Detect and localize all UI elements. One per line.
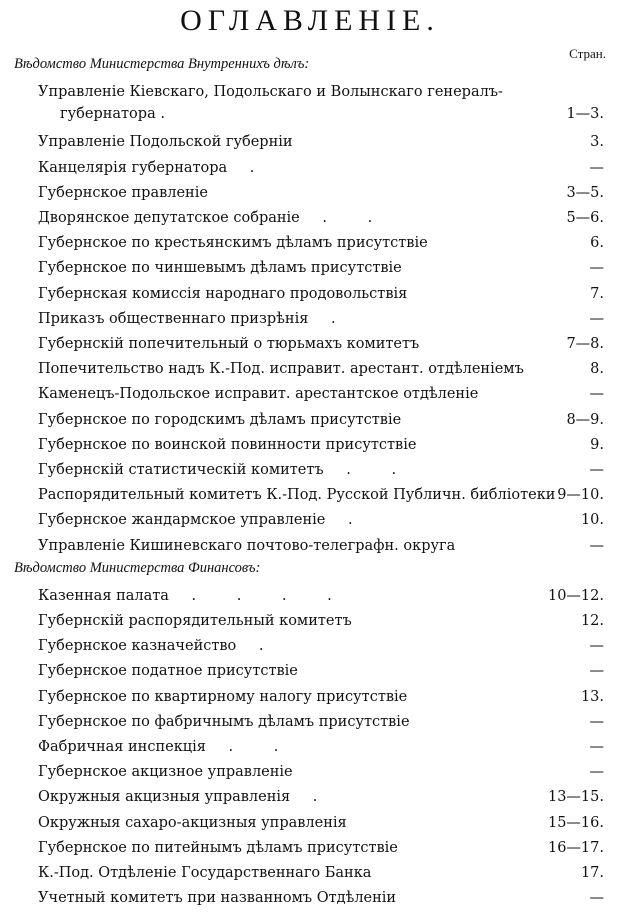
page-number: — (589, 890, 604, 907)
entry-title: Губернское правленіе (38, 184, 208, 201)
entry-title: Губернская комиссія народнаго продовольствія (38, 285, 408, 302)
page-number: 8. (590, 361, 604, 378)
toc-entry (38, 736, 604, 758)
entry-title-continued: губернатора . (60, 106, 165, 122)
entry-title: Дворянское депутатское собраніе . . (38, 210, 391, 226)
entry-title: Губернское казначейство . (38, 638, 282, 655)
page-number: — (589, 739, 604, 755)
page-number: 5—6. (566, 210, 604, 226)
entry-title: Губернскій статистическій комитетъ . . (38, 462, 415, 478)
toc-entry (38, 434, 604, 456)
toc-entry (38, 887, 604, 909)
toc-entry (38, 660, 604, 682)
page-number: 13. (580, 688, 604, 705)
toc-entry (38, 283, 604, 305)
toc-entry (38, 81, 604, 125)
toc-entry (38, 812, 604, 834)
entry-title: Фабричная инспекція . . (38, 739, 297, 755)
page-number: — (589, 462, 604, 478)
leader-dots: . (227, 159, 273, 176)
toc-entry (38, 484, 604, 506)
leader-dots: . . (323, 462, 415, 478)
page-number: 15—16. (547, 814, 604, 831)
page-number: 7. (590, 285, 604, 302)
entry-title: Губернское по городскимъ дѣламъ присутствіе (38, 411, 402, 428)
entry-title: Учетный комитетъ при названномъ Отдѣленіи (38, 890, 397, 907)
entry-title: Распорядительный комитетъ К.-Под. Русской Публичн. библіотеки (38, 487, 556, 504)
toc-entry (38, 837, 604, 859)
page-number: 8—9. (566, 411, 604, 428)
entry-title: Губернское по питейнымъ дѣламъ присутствіе (38, 839, 398, 856)
toc-entry (38, 232, 604, 254)
page-number: 13—15. (547, 789, 604, 806)
toc-entry (38, 157, 604, 179)
entry-title: Губернское по квартирному налогу присутствіе (38, 688, 408, 705)
page-number: — (589, 537, 604, 554)
toc-entry (38, 182, 604, 204)
toc-entry (38, 409, 604, 431)
page-number: 3—5. (566, 184, 604, 201)
page-number: 12. (580, 613, 604, 629)
entry-title: Окружныя сахаро-акцизныя управленія (38, 814, 347, 831)
toc-entry (38, 635, 604, 657)
page-number: — (589, 310, 604, 327)
page-number: 9—10. (557, 487, 604, 504)
toc-entry (38, 509, 604, 531)
toc-entry (38, 257, 604, 279)
page-number: 1—3. (566, 106, 604, 122)
entry-title: Попечительство надъ К.-Под. исправит. арестант. отдѣленіемъ (38, 361, 524, 378)
leader-dots: . (325, 512, 371, 529)
page-number: 3. (590, 134, 604, 151)
section-heading: Вѣдомство Министерства Финансовъ: (14, 559, 261, 576)
entry-title: Губернское акцизное управленіе (38, 764, 293, 781)
entry-title: Управленіе Кіевскаго, Подольскаго и Волынскаго генералъ- (38, 84, 503, 100)
leader-dots: . (308, 310, 354, 327)
entry-title: Окружныя акцизныя управленія . (38, 789, 336, 806)
entry-title: Приказъ общественнаго призрѣнія . (38, 310, 354, 327)
entry-title: Губернское податное присутствіе (38, 663, 298, 680)
toc-entry (38, 862, 604, 884)
toc-entry (38, 207, 604, 229)
page-number: 16—17. (547, 839, 604, 856)
leader-dots: . . (299, 210, 391, 226)
entry-title: Управленіе Подольской губерніи (38, 134, 293, 151)
entry-title: Канцелярія губернатора . (38, 159, 273, 176)
page-number: 7—8. (566, 336, 604, 352)
leader-dots: . . (205, 739, 297, 755)
toc-entry (38, 686, 604, 708)
toc-entry (38, 131, 604, 153)
entry-title: Губернское жандармское управленіе . (38, 512, 371, 529)
page-column-header: Стран. (569, 46, 606, 61)
entry-title: Губернское по чиншевымъ дѣламъ присутствіе (38, 260, 402, 277)
entry-title: Казенная палата . . . . (38, 587, 350, 604)
page-number: — (589, 260, 604, 277)
entry-title: Губернскій попечительный о тюрьмахъ комитетъ (38, 336, 420, 352)
toc-entry (38, 786, 604, 808)
toc-entry (38, 711, 604, 733)
page-number: — (589, 764, 604, 781)
entry-title: Губернское по воинской повинности присутствіе (38, 436, 417, 453)
toc-entry (38, 585, 604, 607)
entry-title: Губернское по фабричнымъ дѣламъ присутствіе (38, 713, 410, 730)
toc-entry (38, 333, 604, 355)
toc-entry (38, 383, 604, 405)
entry-title: К.-Под. Отдѣленіе Государственнаго Банка (38, 865, 372, 881)
toc-entry (38, 358, 604, 380)
entry-title: Каменецъ-Подольское исправит. арестантское отдѣленіе (38, 386, 479, 403)
toc-entry (38, 610, 604, 632)
entry-title: Управленіе Кишиневскаго почтово-телеграфн. округа (38, 537, 456, 554)
toc-entry (38, 761, 604, 783)
toc-entry (38, 459, 604, 481)
toc-entry (38, 308, 604, 330)
leader-dots: . . . . (168, 587, 350, 604)
page-number: — (589, 713, 604, 730)
page-number: — (589, 663, 604, 680)
page-number: 10—12. (547, 587, 604, 604)
page-number: 9. (590, 436, 604, 453)
entry-title: Губернское по крестьянскимъ дѣламъ присутствіе (38, 235, 428, 252)
leader-dots: . (290, 789, 336, 806)
page-number: 6. (590, 235, 604, 252)
page-number: 10. (580, 512, 604, 529)
page-number: 17. (580, 865, 604, 881)
page-title: ОГЛАВЛЕНІЕ. (180, 4, 440, 37)
leader-dots: . (236, 638, 282, 655)
page-number: — (589, 638, 604, 655)
page-number: — (589, 386, 604, 403)
page-number: — (589, 159, 604, 176)
toc-entry (38, 535, 604, 557)
entry-title: Губернскій распорядительный комитетъ (38, 613, 352, 629)
section-heading: Вѣдомство Министерства Внутреннихъ дѣлъ: (14, 56, 310, 72)
